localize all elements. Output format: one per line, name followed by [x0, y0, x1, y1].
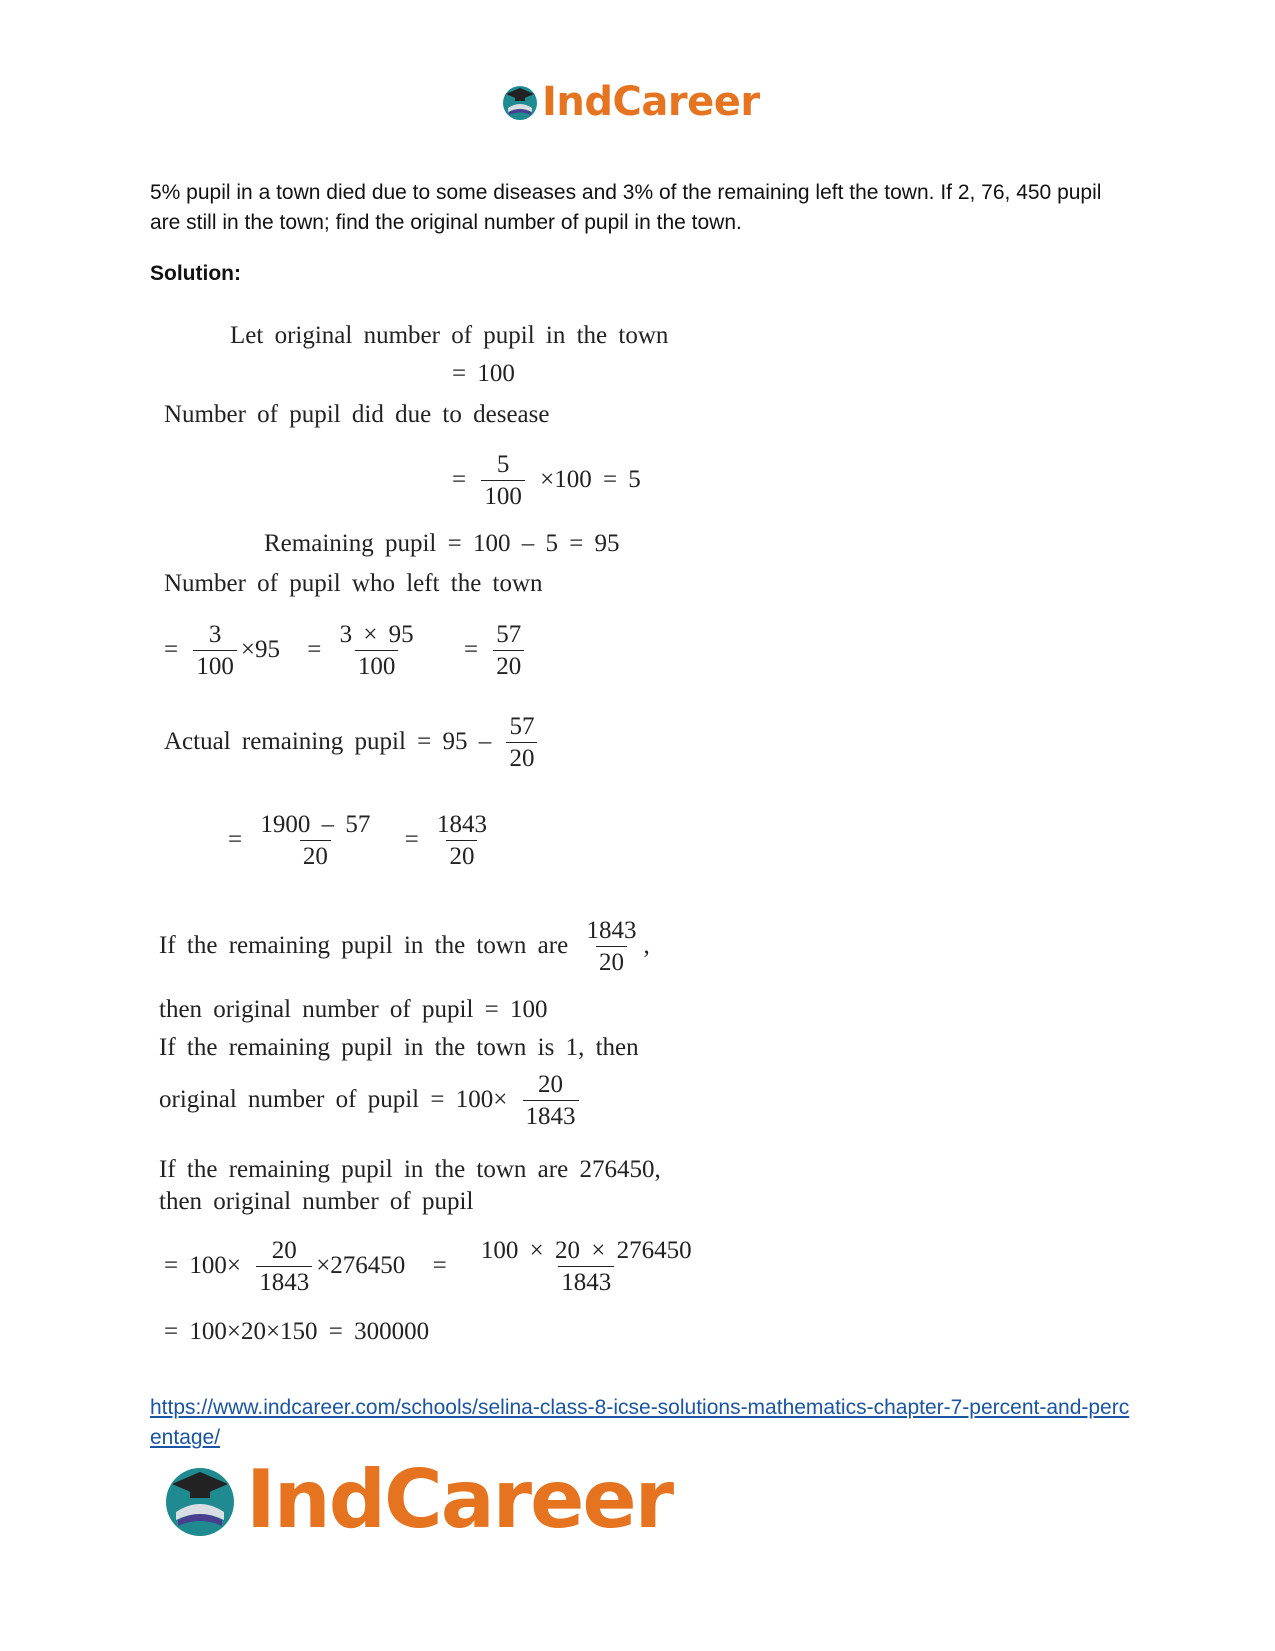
step-line-4: = $\frac{5}{100}$ ×100 = 5: [452, 450, 641, 513]
fraction: $\frac{5}{100}$: [481, 450, 525, 513]
step-line-15: then original number of pupil: [159, 1188, 474, 1215]
fraction: $\frac{57}{20}$: [506, 712, 537, 775]
step-line-13: original number of pupil = 100× $\frac{20}{1843}$: [159, 1070, 583, 1133]
step-line-2: = 100: [452, 360, 515, 387]
step-line-8: Actual remaining pupil = 95 – $\frac{57}{20}$: [164, 712, 541, 775]
step-line-10: If the remaining pupil in the town are $\frac{1843}{20}$ ,: [159, 916, 650, 979]
fraction: $\frac{57}{20}$: [493, 620, 524, 683]
step-line-3: Number of pupil did due to desease: [164, 401, 550, 428]
step-line-17: = 100×20×150 = 300000: [164, 1318, 430, 1345]
fraction: $\frac{20}{1843}$: [256, 1236, 312, 1299]
logo-text: IndCareer: [542, 79, 760, 125]
logo-globe-icon: [160, 1460, 240, 1540]
step-line-6: Number of pupil who left the town: [164, 570, 543, 597]
step-line-9: = $\frac{1900 - 57}{20}$ = $\frac{1843}{20}$: [228, 810, 494, 873]
solution-label: Solution:: [150, 262, 241, 285]
fraction: $\frac{20}{1843}$: [523, 1070, 579, 1133]
fraction: $\frac{3 \times 95}{100}$: [337, 620, 417, 683]
fraction: $\frac{1900 - 57}{20}$: [257, 810, 373, 873]
step-line-1: Let original number of pupil in the town: [230, 322, 669, 349]
fraction: $\frac{3}{100}$: [193, 620, 237, 683]
source-link[interactable]: https://www.indcareer.com/schools/selina-class-8-icse-solutions-mathematics-chapter-7-percent-and-percentage/: [150, 1396, 1130, 1449]
logo-globe-icon: [500, 82, 540, 122]
fraction: $\frac{100 \times 20 \times 276450}{1843}$: [478, 1236, 695, 1299]
step-line-14: If the remaining pupil in the town are 276450,: [159, 1156, 661, 1183]
logo-text: IndCareer: [246, 1453, 673, 1546]
step-line-12: If the remaining pupil in the town is 1, then: [159, 1034, 639, 1061]
header-logo: [500, 80, 760, 124]
fraction: $\frac{1843}{20}$: [434, 810, 490, 873]
footer-logo: [160, 1453, 673, 1546]
step-line-16: = 100× $\frac{20}{1843}$ ×276450 = $\frac{100 \times 20 \times 276450}{1843}$: [164, 1236, 699, 1299]
step-line-7: = $\frac{3}{100}$ ×95 = $\frac{3 \times 95}{100}$ = $\frac{57}{20}$: [164, 620, 528, 683]
question-text: 5% pupil in a town died due to some diseases and 3% of the remaining left the town. If 2, 76, 450 pupil are still in the town; find the original number of pupil in the town.: [150, 181, 1102, 234]
fraction: $\frac{1843}{20}$: [583, 916, 639, 979]
step-line-11: then original number of pupil = 100: [159, 996, 548, 1023]
step-line-5: Remaining pupil = 100 – 5 = 95: [264, 530, 620, 557]
